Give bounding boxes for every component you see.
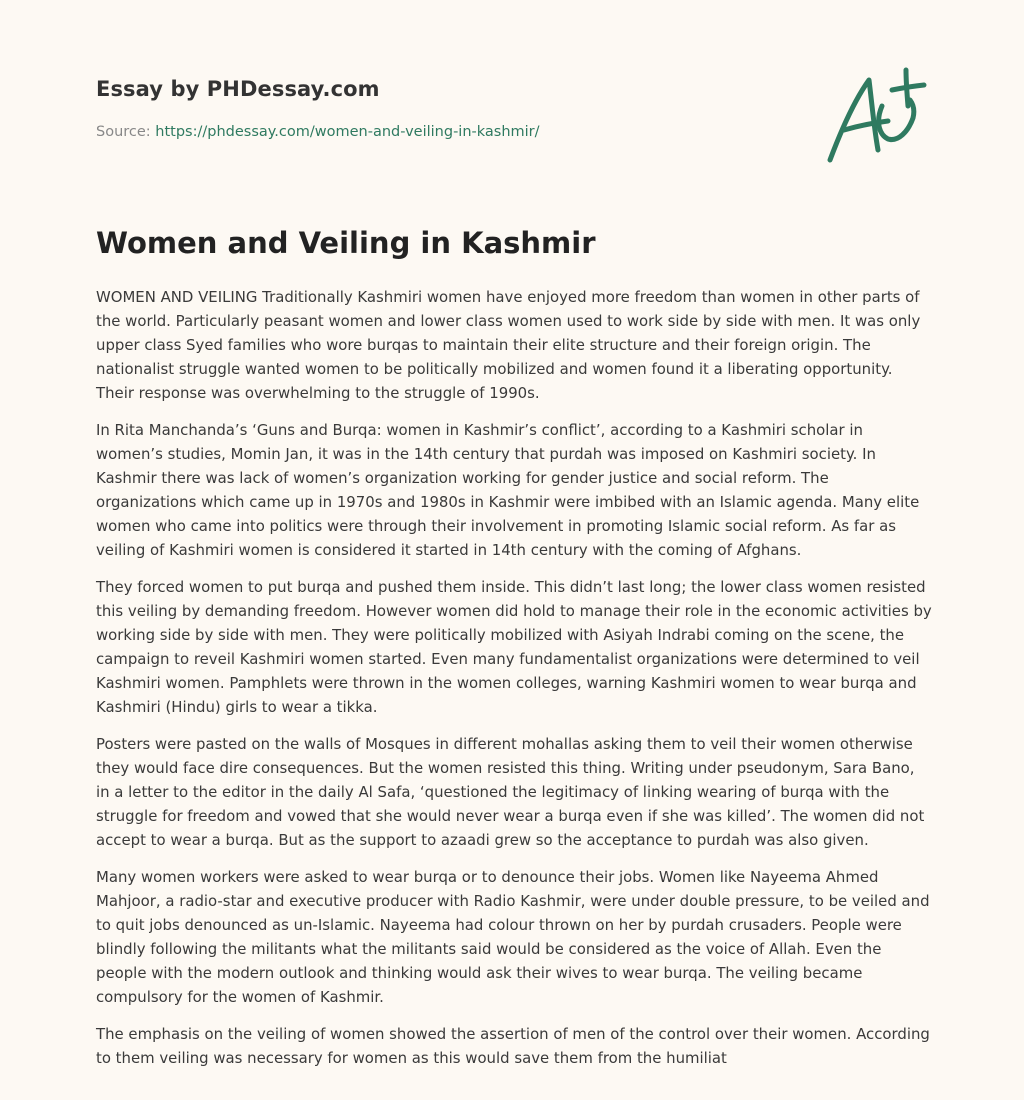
essay-paragraph: They forced women to put burqa and pushed them inside. This didn’t last long; the lower class women resisted this veiling by demanding freedom. However women did hold to manage their role in the economic activities by working side by side with men. They were politically mobilized with Asiyah Indrabi coming on the scene, the campaign to reveil Kashmiri women started. Even many fundamentalist organizations were determined to veil Kashmiri women. Pamphlets were thrown in the women colleges, warning Kashmiri women to wear burqa and Kashmiri (Hindu) girls to wear a tikka. [96,578,932,716]
site-brand: Essay by PHDessay.com [96,77,380,101]
essay-paragraph: The emphasis on the veiling of women showed the assertion of men of the control over their women. According to them veiling was necessary for women as this would save them from the humiliat [96,1025,930,1067]
essay-paragraph: WOMEN AND VEILING Traditionally Kashmiri women have enjoyed more freedom than women in other parts of the world. Particularly peasant women and lower class women used to work side by side with men. It was only upper class Syed families who wore burqas to maintain their elite structure and their foreign origin. The nationalist struggle wanted women to be politically mobilized and women found it a liberating opportunity. Their response was overwhelming to the struggle of 1990s. [96,288,921,402]
source-line [96,124,540,140]
source-label: Source: [96,124,156,140]
essay-paragraph: Posters were pasted on the walls of Mosques in different mohallas asking them to veil their women otherwise they would face dire consequences. But the women resisted this thing. Writing under pseudonym, Sara Bano, in a letter to the editor in the daily Al Safa, ‘questioned the legitimacy of linking wearing of burqa with the struggle for freedom and vowed that she would never wear a burqa even if she was killed’. The women did not accept to wear a burqa. But as the support to azaadi grew so the acceptance to purdah was also given. [96,735,925,849]
essay-title: Women and Veiling in Kashmir [96,226,596,260]
a-plus-logo-icon [822,66,928,166]
essay-paragraph: In Rita Manchanda’s ‘Guns and Burqa: women in Kashmir’s conflict’, according to a Kashmiri scholar in women’s studies, Momin Jan, it was in the 14th century that purdah was imposed on Kashmiri society. In Kashmir there was lack of women’s organization working for gender justice and social reform. The organizations which came up in 1970s and 1980s in Kashmir were imbibed with an Islamic agenda. Many elite women who came into politics were through their involvement in promoting Islamic social reform. As far as veiling of Kashmiri women is considered it started in 14th century with the coming of Afghans. [96,421,920,559]
essay-body [96,285,932,1083]
source-link[interactable]: https://phdessay.com/women-and-veiling-in-kashmir/ [155,124,540,140]
essay-paragraph: Many women workers were asked to wear burqa or to denounce their jobs. Women like Nayeema Ahmed Mahjoor, a radio-star and executive producer with Radio Kashmir, were under double pressure, to be veiled and to quit jobs denounced as un-Islamic. Nayeema had colour thrown on her by purdah crusaders. People were blindly following the militants what the militants said would be considered as the voice of Allah. Even the people with the modern outlook and thinking would ask their wives to wear burqa. The veiling became compulsory for the women of Kashmir. [96,868,930,1006]
